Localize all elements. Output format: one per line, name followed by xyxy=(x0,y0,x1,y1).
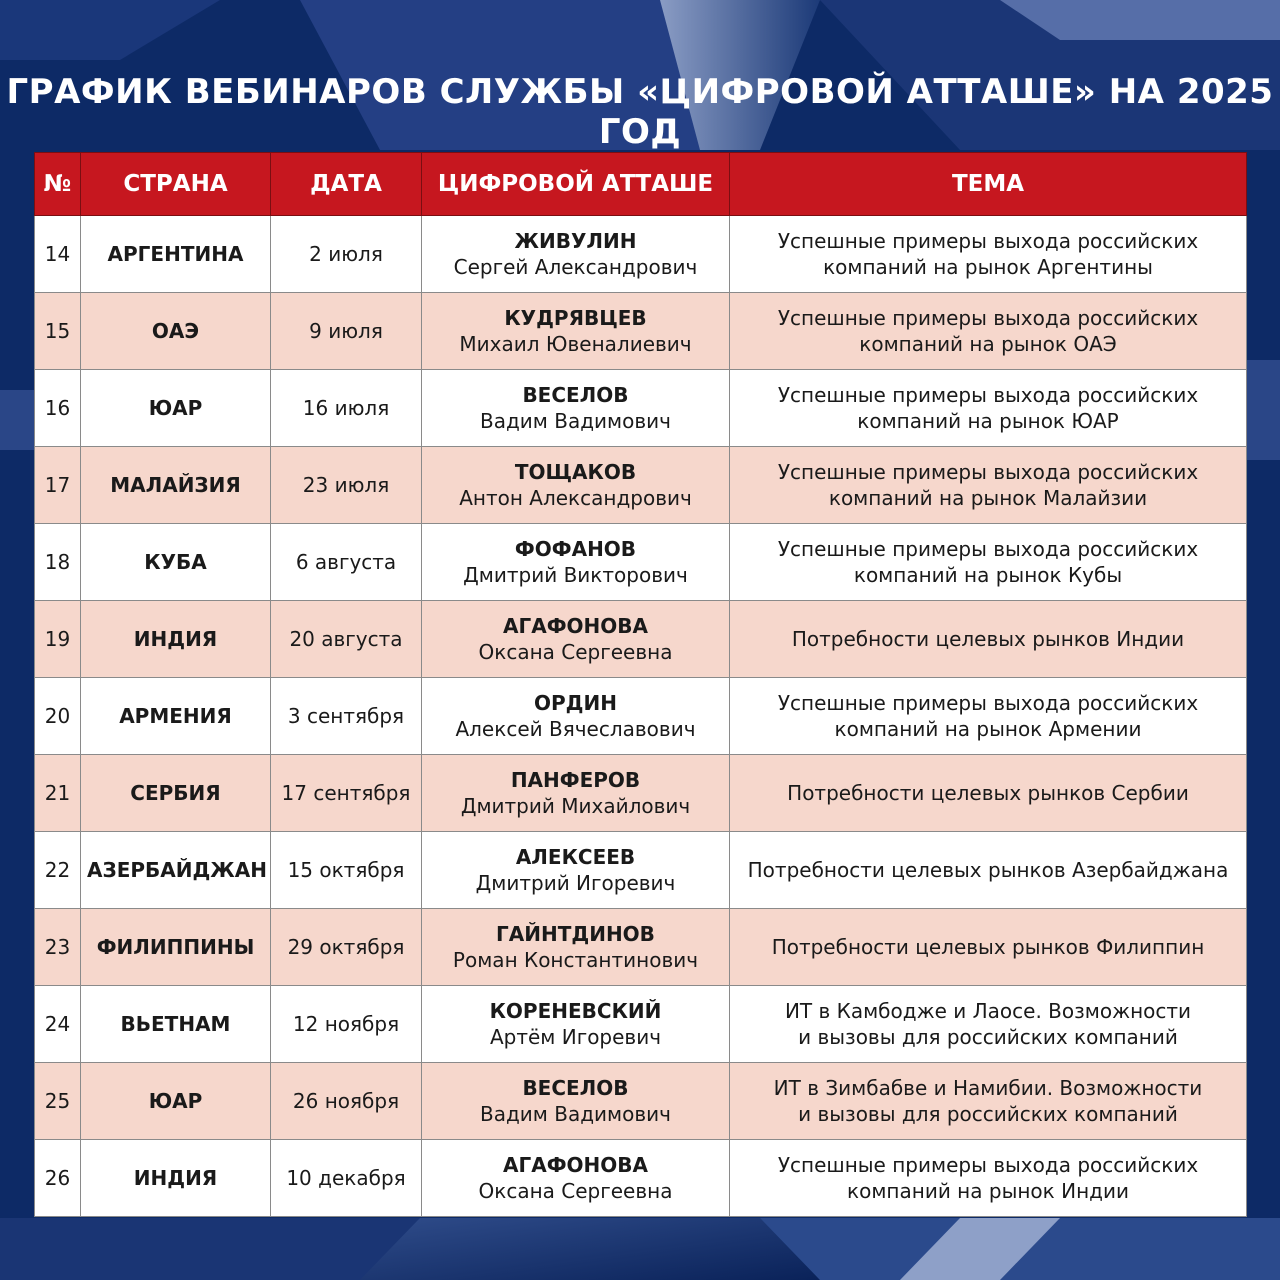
row-date: 16 июля xyxy=(271,370,422,447)
row-topic xyxy=(730,370,1247,447)
row-topic xyxy=(730,216,1247,293)
table-row xyxy=(35,447,1247,524)
header-topic: ТЕМА xyxy=(730,153,1247,216)
topic-line-1: Потребности целевых рынков Индии xyxy=(791,627,1185,651)
topic-line-1: Успешные примеры выхода российских xyxy=(777,691,1199,715)
row-country: ИНДИЯ xyxy=(81,1140,271,1217)
attache-surname: ЖИВУЛИН xyxy=(514,229,637,253)
topic-line-2: компаний на рынок Армении xyxy=(834,717,1142,741)
row-country: АРМЕНИЯ xyxy=(81,678,271,755)
attache-name: Оксана Сергеевна xyxy=(478,1179,673,1203)
topic-line-2: компаний на рынок Индии xyxy=(847,1179,1129,1203)
row-attache xyxy=(422,601,730,678)
table-row xyxy=(35,1063,1247,1140)
attache-name: Роман Константинович xyxy=(452,948,699,972)
attache-surname: ВЕСЕЛОВ xyxy=(522,383,629,407)
row-topic xyxy=(730,1063,1247,1140)
row-country: ФИЛИППИНЫ xyxy=(81,909,271,986)
table-row xyxy=(35,601,1247,678)
attache-name: Антон Александрович xyxy=(459,486,692,510)
attache-surname: КОРЕНЕВСКИЙ xyxy=(489,999,662,1023)
attache-name: Дмитрий Михайлович xyxy=(460,794,691,818)
row-number: 17 xyxy=(35,447,81,524)
attache-name: Оксана Сергеевна xyxy=(478,640,673,664)
row-date: 15 октября xyxy=(271,832,422,909)
row-country: АЗЕРБАЙДЖАН xyxy=(81,832,271,909)
table-row xyxy=(35,370,1247,447)
attache-surname: ОРДИН xyxy=(534,691,617,715)
row-date: 9 июля xyxy=(271,293,422,370)
topic-line-2: компаний на рынок ОАЭ xyxy=(859,332,1117,356)
row-date: 29 октября xyxy=(271,909,422,986)
topic-line-1: Успешные примеры выхода российских xyxy=(777,1153,1199,1177)
row-attache xyxy=(422,216,730,293)
table-row xyxy=(35,755,1247,832)
topic-line-1: ИТ в Камбодже и Лаосе. Возможности xyxy=(784,999,1192,1023)
topic-line-1: Успешные примеры выхода российских xyxy=(777,229,1199,253)
topic-line-1: Успешные примеры выхода российских xyxy=(777,306,1199,330)
attache-surname: КУДРЯВЦЕВ xyxy=(504,306,647,330)
attache-name: Дмитрий Игоревич xyxy=(475,871,676,895)
row-attache xyxy=(422,755,730,832)
row-country: ВЬЕТНАМ xyxy=(81,986,271,1063)
header-date: ДАТА xyxy=(271,153,422,216)
row-country: КУБА xyxy=(81,524,271,601)
attache-surname: ПАНФЕРОВ xyxy=(510,768,641,792)
topic-line-2: компаний на рынок ЮАР xyxy=(857,409,1119,433)
row-topic xyxy=(730,755,1247,832)
page-title: ГРАФИК ВЕБИНАРОВ СЛУЖБЫ «ЦИФРОВОЙ АТТАШЕ» НА 2025 ГОД xyxy=(6,72,1274,152)
row-date: 20 августа xyxy=(271,601,422,678)
row-number: 19 xyxy=(35,601,81,678)
row-topic xyxy=(730,601,1247,678)
attache-surname: ВЕСЕЛОВ xyxy=(522,1076,629,1100)
row-attache xyxy=(422,524,730,601)
table-row xyxy=(35,986,1247,1063)
attache-name: Вадим Вадимович xyxy=(480,409,671,433)
row-number: 24 xyxy=(35,986,81,1063)
row-attache xyxy=(422,832,730,909)
webinar-schedule-table xyxy=(34,152,1247,1217)
row-topic xyxy=(730,909,1247,986)
table-row xyxy=(35,909,1247,986)
header-attache: ЦИФРОВОЙ АТТАШЕ xyxy=(422,153,730,216)
row-date: 10 декабря xyxy=(271,1140,422,1217)
row-country: АРГЕНТИНА xyxy=(81,216,271,293)
row-country: ЮАР xyxy=(81,1063,271,1140)
table-row xyxy=(35,216,1247,293)
row-date: 17 сентября xyxy=(271,755,422,832)
topic-line-2: компаний на рынок Малайзии xyxy=(828,486,1148,510)
row-attache xyxy=(422,1063,730,1140)
row-attache xyxy=(422,447,730,524)
header-num: № xyxy=(35,153,81,216)
row-country: ЮАР xyxy=(81,370,271,447)
row-attache xyxy=(422,293,730,370)
row-attache xyxy=(422,986,730,1063)
topic-line-1: ИТ в Зимбабве и Намибии. Возможности xyxy=(773,1076,1203,1100)
attache-name: Михаил Ювеналиевич xyxy=(459,332,692,356)
attache-name: Сергей Александрович xyxy=(453,255,698,279)
attache-surname: АЛЕКСЕЕВ xyxy=(515,845,636,869)
row-date: 6 августа xyxy=(271,524,422,601)
topic-line-1: Потребности целевых рынков Сербии xyxy=(787,781,1189,805)
row-topic xyxy=(730,1140,1247,1217)
row-number: 25 xyxy=(35,1063,81,1140)
topic-line-2: и вызовы для российских компаний xyxy=(798,1025,1178,1049)
row-number: 26 xyxy=(35,1140,81,1217)
attache-name: Артём Игоревич xyxy=(489,1025,662,1049)
topic-line-1: Успешные примеры выхода российских xyxy=(777,383,1199,407)
table-header-row xyxy=(35,153,1247,216)
attache-name: Алексей Вячеславович xyxy=(455,717,696,741)
row-topic xyxy=(730,832,1247,909)
row-topic xyxy=(730,678,1247,755)
topic-line-1: Потребности целевых рынков Филиппин xyxy=(771,935,1205,959)
attache-name: Дмитрий Викторович xyxy=(463,563,688,587)
row-country: ИНДИЯ xyxy=(81,601,271,678)
row-number: 23 xyxy=(35,909,81,986)
row-topic xyxy=(730,524,1247,601)
topic-line-1: Успешные примеры выхода российских xyxy=(777,537,1199,561)
topic-line-1: Потребности целевых рынков Азербайджана xyxy=(747,858,1229,882)
topic-line-1: Успешные примеры выхода российских xyxy=(777,460,1199,484)
row-country: ОАЭ xyxy=(81,293,271,370)
row-attache xyxy=(422,678,730,755)
row-topic xyxy=(730,447,1247,524)
row-number: 20 xyxy=(35,678,81,755)
topic-line-2: компаний на рынок Аргентины xyxy=(823,255,1153,279)
attache-surname: ГАЙНТДИНОВ xyxy=(496,922,655,946)
header-country: СТРАНА xyxy=(81,153,271,216)
row-date: 26 ноября xyxy=(271,1063,422,1140)
row-date: 23 июля xyxy=(271,447,422,524)
row-number: 15 xyxy=(35,293,81,370)
row-number: 18 xyxy=(35,524,81,601)
table-row xyxy=(35,1140,1247,1217)
row-country: МАЛАЙЗИЯ xyxy=(81,447,271,524)
row-number: 14 xyxy=(35,216,81,293)
table-row xyxy=(35,678,1247,755)
attache-surname: ФОФАНОВ xyxy=(514,537,637,561)
topic-line-2: компаний на рынок Кубы xyxy=(853,563,1123,587)
attache-surname: АГАФОНОВА xyxy=(503,614,648,638)
topic-line-2: и вызовы для российских компаний xyxy=(798,1102,1178,1126)
row-number: 16 xyxy=(35,370,81,447)
row-topic xyxy=(730,986,1247,1063)
attache-surname: ТОЩАКОВ xyxy=(514,460,637,484)
row-country: СЕРБИЯ xyxy=(81,755,271,832)
row-number: 21 xyxy=(35,755,81,832)
attache-surname: АГАФОНОВА xyxy=(503,1153,648,1177)
table-row xyxy=(35,524,1247,601)
row-attache xyxy=(422,1140,730,1217)
row-date: 12 ноября xyxy=(271,986,422,1063)
row-date: 3 сентября xyxy=(271,678,422,755)
row-attache xyxy=(422,909,730,986)
table-row xyxy=(35,832,1247,909)
table-row xyxy=(35,293,1247,370)
row-attache xyxy=(422,370,730,447)
row-date: 2 июля xyxy=(271,216,422,293)
attache-name: Вадим Вадимович xyxy=(480,1102,671,1126)
row-topic xyxy=(730,293,1247,370)
row-number: 22 xyxy=(35,832,81,909)
